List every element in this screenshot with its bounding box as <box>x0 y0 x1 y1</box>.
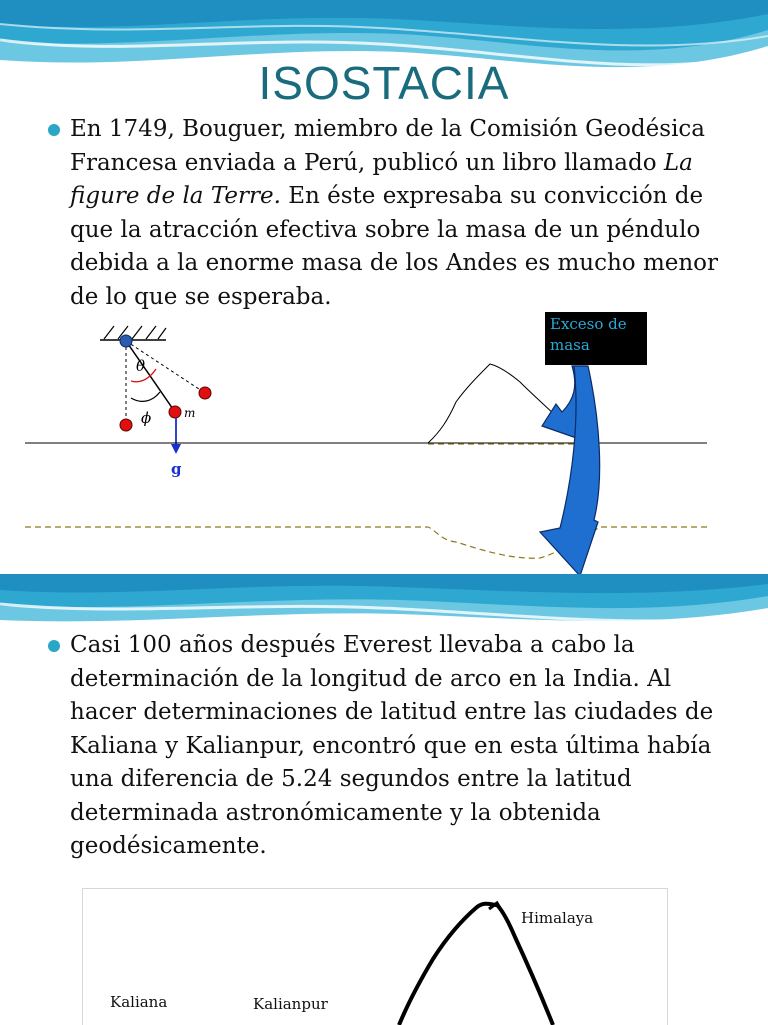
pendulum-mass-vertical <box>120 419 132 431</box>
bullet-icon <box>48 124 60 136</box>
gravity-arrow-icon <box>540 366 600 576</box>
pendulum-mass-deflected <box>199 387 211 399</box>
paragraph-1-text: En 1749, Bouguer, miembro de la Comisión Geodésica Francesa enviada a Perú, publicó un libro llamado <box>70 116 706 176</box>
kaliana-label: Kaliana <box>110 993 168 1011</box>
mass-label: m <box>184 406 196 420</box>
paragraph-bouguer <box>70 113 750 314</box>
pendulum-deflection-diagram <box>0 300 768 590</box>
excess-mass-callout: Exceso de masa <box>545 312 647 365</box>
pendulum-mass <box>169 406 181 418</box>
bullet-icon <box>48 640 60 652</box>
slide-title: ISOSTACIA <box>258 57 510 109</box>
gravity-label: g <box>171 460 182 478</box>
himalaya-diagram <box>82 888 668 1025</box>
phi-label: ϕ <box>141 409 152 427</box>
himalaya-label: Himalaya <box>521 909 594 927</box>
paragraph-1-text-after: En éste expresaba su convicción de que la atracción efectiva sobre la masa de un péndulo debida a la enorme masa de los Andes es mucho menor de lo que se esperaba. <box>70 183 719 310</box>
book-title: La figure de la Terre. <box>70 149 693 209</box>
kalianpur-label: Kalianpur <box>253 995 328 1013</box>
theta-label: θ <box>136 357 146 375</box>
paragraph-everest: Casi 100 años después Everest llevaba a cabo la determinación de la longitud de arco en la India. Al hacer determinaciones de latitud entre las ciudades de Kaliana y Kalianpur, encontró que en esta última había una diferencia de 5.24 segundos entre la latitud determinada astronómicamente y la obtenida geodésicamente. <box>70 632 714 859</box>
